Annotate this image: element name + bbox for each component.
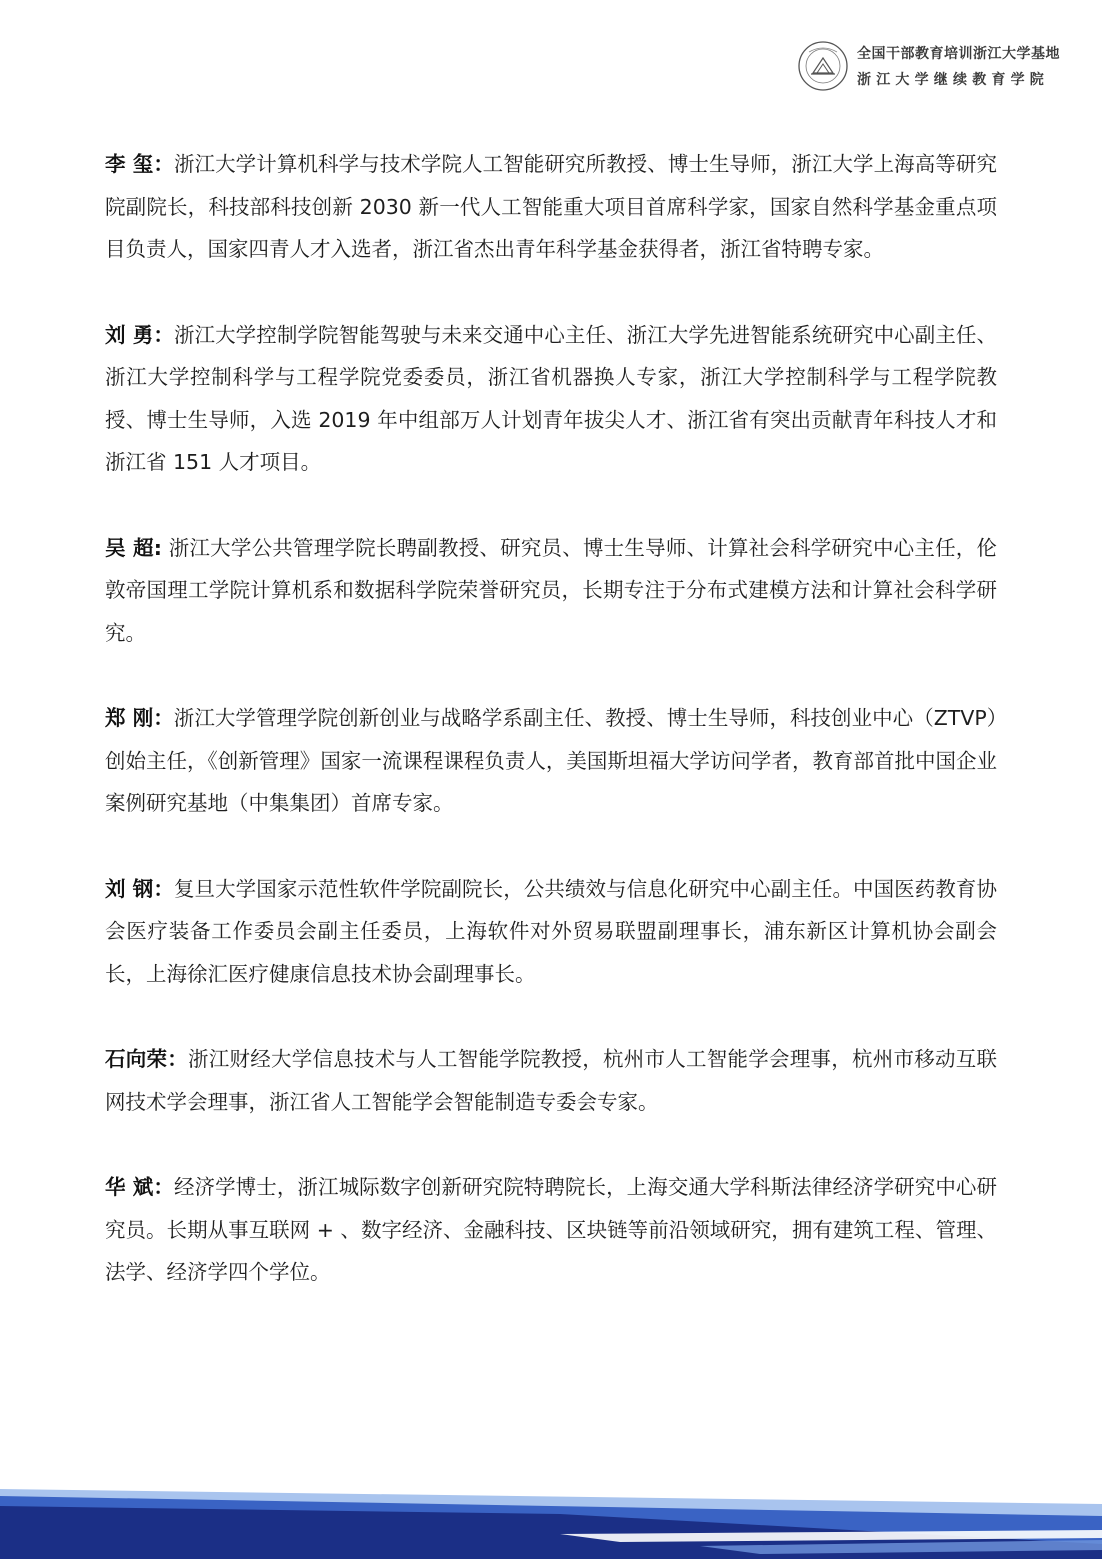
bio-name: 刘 钢： xyxy=(105,876,174,901)
bio-text: 浙江大学公共管理学院长聘副教授、研究员、博士生导师、计算社会科学研究中心主任，伦敦帝国理工学院计算机系和数据科学院荣誉研究员，长期专注于分布式建模方法和计算社会科学研究。 xyxy=(105,535,998,645)
bio-text: 浙江财经大学信息技术与人工智能学院教授，杭州市人工智能学会理事，杭州市移动互联网技术学会理事，浙江省人工智能学会智能制造专委会专家。 xyxy=(105,1047,997,1114)
bio-text: 浙江大学计算机科学与技术学院人工智能研究所教授、博士生导师，浙江大学上海高等研究院副院长，科技部科技创新 2030 新一代人工智能重大项目首席科学家，国家自然科学基金重点项目负责人，国家四青人才入选者，浙江省杰出青年科学基金获得者，浙江省特聘专家。 xyxy=(105,152,997,261)
bio-entry xyxy=(105,314,997,484)
bio-name: 刘 勇： xyxy=(105,322,174,347)
bio-entry xyxy=(105,527,997,655)
header-text xyxy=(857,43,1060,89)
bio-text: 经济学博士，浙江城际数字创新研究院特聘院长，上海交通大学科斯法律经济学研究中心研究员。长期从事互联网 + 、数字经济、金融科技、区块链等前沿领域研究，拥有建筑工程、管理、法学、经济学四个学位。 xyxy=(105,1175,997,1284)
bio-name: 吴 超: xyxy=(105,535,162,560)
zhejiang-university-logo-icon xyxy=(797,40,849,92)
bio-entry xyxy=(105,1038,997,1123)
header-base-title: 全国干部教育培训浙江大学基地 xyxy=(857,46,1060,62)
bio-text: 浙江大学控制学院智能驾驶与未来交通中心主任、浙江大学先进智能系统研究中心副主任、浙江大学控制科学与工程学院党委委员，浙江省机器换人专家，浙江大学控制科学与工程学院教授、博士生导师，入选 2019 年中组部万人计划青年拔尖人才、浙江省有突出贡献青年科技人才和浙江省 151 人才项目。 xyxy=(105,322,997,474)
bio-text: 浙江大学管理学院创新创业与战略学系副主任、教授、博士生导师，科技创业中心（ZTVP）创始主任，《创新管理》国家一流课程课程负责人，美国斯坦福大学访问学者，教育部首批中国企业案例研究基地（中集集团）首席专家。 xyxy=(105,706,997,815)
bio-text: 复旦大学国家示范性软件学院副院长，公共绩效与信息化研究中心副主任。中国医药教育协会医疗装备工作委员会副主任委员，上海软件对外贸易联盟副理事长，浦东新区计算机协会副会长，上海徐汇医疗健康信息技术协会副理事长。 xyxy=(105,876,997,986)
bio-name: 郑 刚： xyxy=(105,706,174,730)
bio-list xyxy=(105,143,997,1337)
bio-entry xyxy=(105,697,997,825)
bio-entry xyxy=(105,143,997,271)
bio-entry xyxy=(105,1166,997,1294)
bio-entry xyxy=(105,868,997,996)
header-college-title: 浙江大学继续教育学院 xyxy=(857,72,1049,88)
footer-decoration xyxy=(0,1434,1102,1559)
page-header xyxy=(797,40,1060,92)
bio-name: 华 斌： xyxy=(105,1175,174,1199)
bio-name: 石向荣： xyxy=(105,1047,188,1071)
bio-name: 李 玺： xyxy=(105,152,174,176)
